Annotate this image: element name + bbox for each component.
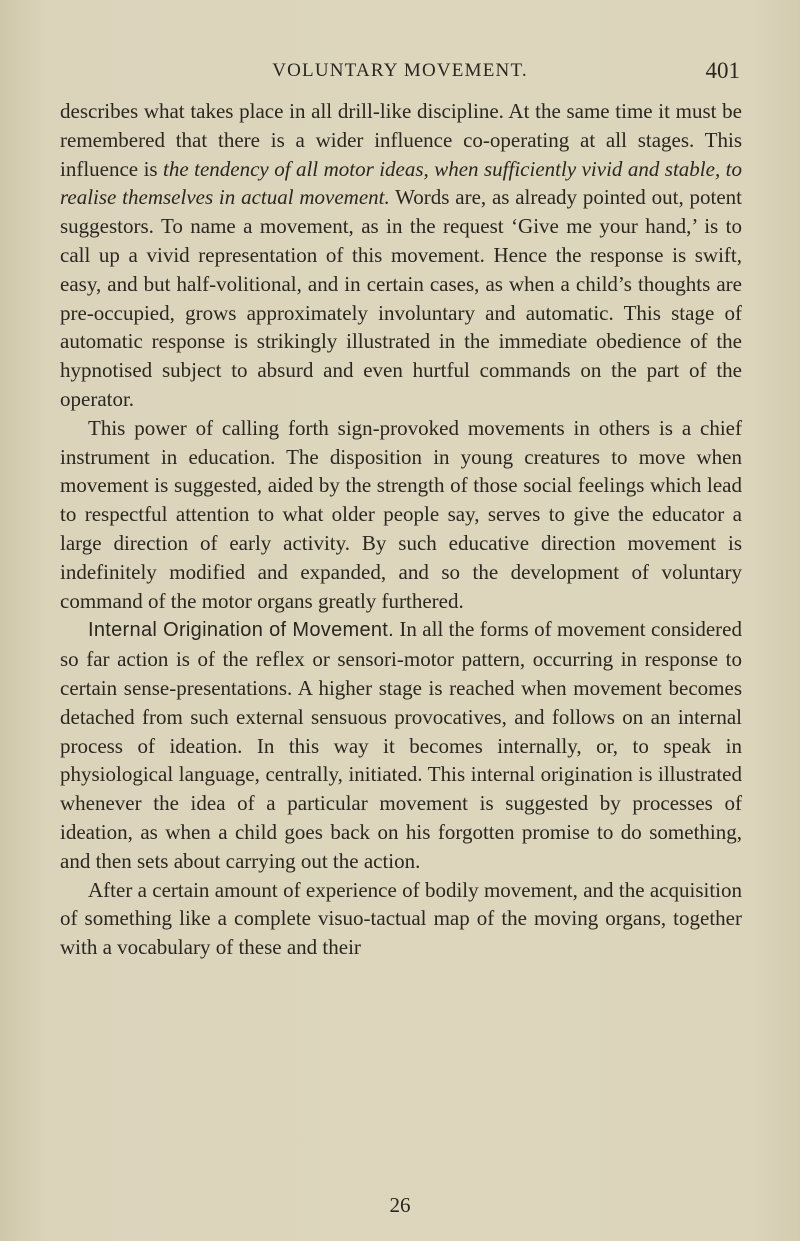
signature-mark: 26 bbox=[389, 1193, 411, 1217]
body-text bbox=[60, 97, 742, 962]
paragraph-1-text-a: describes what takes place in all drill-like discipline. At the same time it must be remembered that there is a wider influence co-operating at all stages. This influence is bbox=[60, 99, 742, 181]
page-number: 401 bbox=[705, 58, 740, 83]
paragraph-1-italic: the tendency of all motor ideas, when sufficiently vivid and stable, to realise themselves in actual movement. bbox=[60, 156, 742, 210]
section-heading: Internal Origination of Movement. bbox=[88, 619, 395, 642]
paragraph-1 bbox=[60, 97, 742, 414]
paragraph-2: This power of calling forth sign-provoked movements in others is a chief instrument in education. The disposition in young creatures to move when movement is suggested, aided by the strength of those social feelings which lead to respectful attention to what older people say, serves to give the educator a large direction of early activity. By such educative direction movement is indefinitely modified and expanded, and so the development of voluntary command of the motor organs greatly furthered. bbox=[60, 415, 742, 613]
paragraph-3 bbox=[60, 615, 742, 875]
paragraph-4: After a certain amount of experience of bodily movement, and the acquisition of something like a complete visuo-tactual map of the moving organs, together with a vocabulary of these and their bbox=[60, 877, 742, 960]
running-head: VOLUNTARY MOVEMENT. bbox=[272, 60, 528, 81]
paragraph-1-text-b: Words are, as already pointed out, potent suggestors. To name a movement, as in the request ‘Give me your hand,’ is to call up a vivid representation of this movement. Hence the response is swift, easy, and but half-volitional, and in certain cases, as when a child’s thoughts are pre-occupied, grows approximately involuntary and automatic. This stage of automatic response is strikingly illustrated in the immediate obedience of the hypnotised subject to absurd and even hurtful commands on the part of the operator. bbox=[60, 185, 742, 411]
page-header bbox=[60, 60, 740, 86]
paragraph-3-text: In all the forms of movement considered so far action is of the reflex or sensori-motor pattern, occurring in response to certain sense-presentations. A higher stage is reached when movement becomes detached from such external sensuous provocatives, and follows on an internal process of ideation. In this way it becomes internally, or, to speak in physiological language, centrally, initiated. This internal origination is illustrated whenever the idea of a particular movement is suggested by processes of ideation, as when a child goes back on his forgotten promise to do something, and then sets about carrying out the action. bbox=[60, 617, 742, 873]
